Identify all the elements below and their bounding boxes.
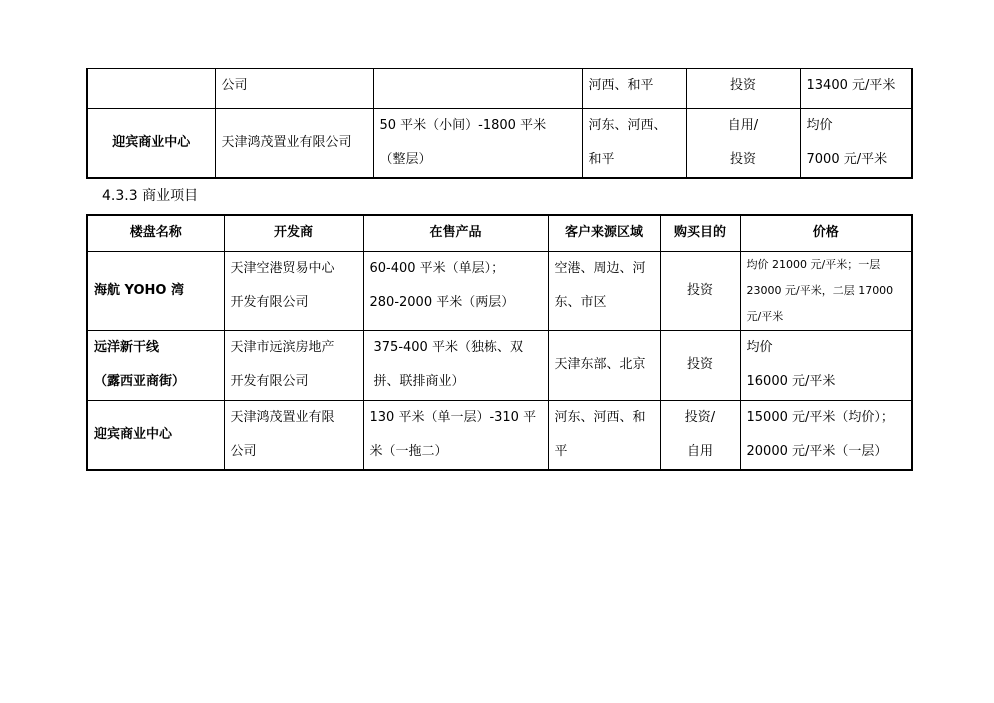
cell-price: [800, 69, 912, 109]
cell-price: [740, 400, 912, 470]
cell-line: 均价: [746, 339, 773, 355]
cell-line: 米（一拖二）: [369, 443, 448, 459]
cell-line: 13400 元/平米: [806, 78, 896, 93]
table-row: [87, 400, 912, 470]
cell-line: 375-400 平米（独栋、双: [373, 339, 523, 355]
cell-purpose: [686, 69, 800, 109]
cell-product: [373, 109, 582, 179]
cell-line: 东、市区: [554, 294, 607, 310]
cell-name: [87, 251, 224, 330]
cell-line: 16000 元/平米: [746, 373, 836, 389]
cell-line: 元/平米: [746, 309, 784, 323]
header-name: 楼盘名称: [87, 215, 224, 251]
cell-line: 天津空港贸易中心: [230, 260, 335, 276]
cell-line: 公司: [230, 443, 257, 459]
cell-line: 开发有限公司: [230, 373, 309, 389]
cell-line: 自用: [686, 443, 713, 459]
cell-region: [582, 109, 686, 179]
table-header-row: [87, 215, 912, 251]
cell-line: 河东、河西、和: [554, 409, 646, 425]
cell-line: （露西亚商街）: [94, 373, 186, 389]
cell-region: [548, 400, 660, 470]
cell-line: 天津鸿茂置业有限公司: [221, 135, 352, 150]
cell-line: 自用/: [727, 118, 759, 133]
cell-line: 投资: [686, 282, 713, 298]
cell-line: 河东、河西、: [588, 118, 667, 133]
header-price: 价格: [740, 215, 912, 251]
cell-name: [87, 400, 224, 470]
cell-purpose: [660, 330, 740, 400]
cell-purpose: [686, 109, 800, 179]
cell-purpose: [660, 251, 740, 330]
cell-line: 海航 YOHO 湾: [94, 282, 184, 298]
cell-developer: [224, 400, 363, 470]
cell-line: 天津鸿茂置业有限: [230, 409, 335, 425]
cell-name: [87, 330, 224, 400]
table-row: [87, 109, 912, 179]
cell-line: 50 平米（小间）-1800 平米: [379, 118, 547, 133]
header-purpose: 购买目的: [660, 215, 740, 251]
cell-name: [87, 69, 215, 109]
cell-region: [582, 69, 686, 109]
table-row: [87, 330, 912, 400]
cell-line: 130 平米（单一层）-310 平: [369, 409, 537, 425]
cell-region: [548, 251, 660, 330]
cell-line: 投资: [729, 78, 756, 93]
cell-name: 迎宾商业中心: [87, 109, 215, 179]
cell-purpose: [660, 400, 740, 470]
cell-line: 迎宾商业中心: [94, 426, 173, 442]
cell-line: 15000 元/平米（均价）；: [746, 409, 894, 425]
commercial-projects-table: [86, 214, 913, 471]
cell-developer: [224, 330, 363, 400]
cell-line: 天津市远滨房地产: [230, 339, 335, 355]
cell-line: 均价 21000 元/平米；一层: [746, 257, 881, 271]
cell-line: 280-2000 平米（两层）: [369, 294, 515, 310]
header-product: 在售产品: [363, 215, 548, 251]
cell-line: 投资: [729, 152, 756, 167]
cell-line: 投资: [686, 357, 713, 372]
continued-table: [86, 68, 913, 179]
cell-price: [800, 109, 912, 179]
cell-line: 天津东部、北京: [554, 357, 646, 372]
cell-developer: [215, 69, 373, 109]
header-developer: 开发商: [224, 215, 363, 251]
cell-line: 投资/: [684, 409, 716, 425]
cell-line: 均价: [806, 118, 833, 133]
cell-price: [740, 330, 912, 400]
cell-region: [548, 330, 660, 400]
cell-product: [373, 69, 582, 109]
table-row: [87, 251, 912, 330]
cell-line: 远洋新干线: [94, 339, 160, 355]
cell-line: 和平: [588, 152, 615, 167]
cell-line: 60-400 平米（单层）；: [369, 260, 505, 276]
cell-developer: [215, 109, 373, 179]
cell-line: 7000 元/平米: [806, 152, 888, 167]
cell-price: [740, 251, 912, 330]
cell-line: 空港、周边、河: [554, 260, 646, 276]
cell-line: 20000 元/平米（一层）: [746, 443, 888, 459]
cell-product: [363, 400, 548, 470]
cell-line: 平: [554, 443, 568, 459]
cell-product: [363, 330, 548, 400]
cell-product: [363, 251, 548, 330]
section-heading: 4.3.3 商业项目: [102, 188, 199, 204]
cell-line: 23000 元/平米，二层 17000: [746, 283, 894, 297]
header-region: 客户来源区域: [548, 215, 660, 251]
cell-developer: [224, 251, 363, 330]
cell-line: 河西、和平: [588, 78, 654, 93]
cell-line: 拼、联排商业）: [373, 373, 465, 389]
cell-line: 公司: [221, 78, 248, 93]
cell-line: （整层）: [379, 152, 432, 167]
table-row: [87, 69, 912, 109]
cell-line: 开发有限公司: [230, 294, 309, 310]
